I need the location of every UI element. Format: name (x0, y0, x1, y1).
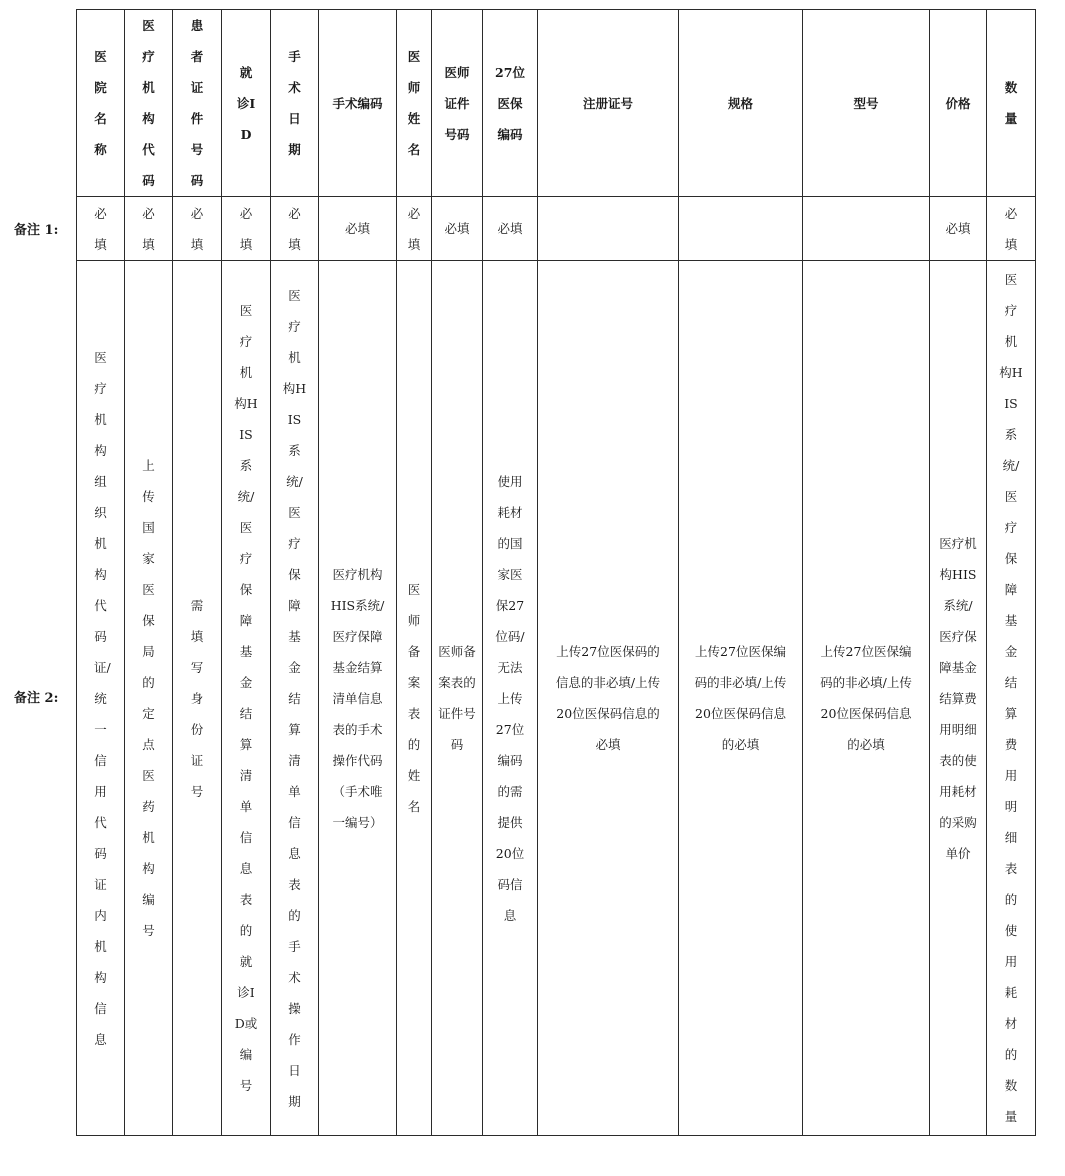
note1-quantity: 必填 (987, 197, 1036, 261)
header-spec: 规格 (679, 10, 803, 197)
header-reg-no: 注册证号 (538, 10, 679, 197)
note2-price: 医疗机构HIS系统/医疗保障基金结算费用明细表的使用耗材的采购单价 (930, 261, 987, 1136)
note1-surgery-code: 必填 (319, 197, 397, 261)
note2-surgery-code: 医疗机构HIS系统/医疗保障基金结算清单信息表的手术操作代码（手术唯一编号） (319, 261, 397, 1136)
note2-doctor-name: 医师备案表的姓名 (397, 261, 432, 1136)
header-surgery-date: 手术日期 (271, 10, 319, 197)
note2-patient-id: 需填写身份证号 (173, 261, 222, 1136)
note1-hospital-name: 必填 (77, 197, 125, 261)
header-insurance-code-27: 27位医保编码 (483, 10, 538, 197)
header-quantity: 数量 (987, 10, 1036, 197)
note2-row (77, 261, 1036, 1136)
header-doctor-id: 医师证件号码 (432, 10, 483, 197)
note1-surgery-date: 必填 (271, 197, 319, 261)
header-price: 价格 (930, 10, 987, 197)
header-surgery-code: 手术编码 (319, 10, 397, 197)
header-patient-id: 患者证件号码 (173, 10, 222, 197)
note2-label: 备注 2: (14, 691, 59, 706)
note1-label: 备注 1: (14, 223, 59, 238)
header-visit-id: 就诊ID (222, 10, 271, 197)
header-org-code: 医疗机构代码 (125, 10, 173, 197)
note1-row (77, 197, 1036, 261)
note1-spec (679, 197, 803, 261)
note2-model: 上传27位医保编码的非必填/上传20位医保码信息的必填 (803, 261, 930, 1136)
header-model: 型号 (803, 10, 930, 197)
header-hospital-name: 医院名称 (77, 10, 125, 197)
note1-doctor-id: 必填 (432, 197, 483, 261)
note2-org-code: 上传国家医保局的定点医药机构编号 (125, 261, 173, 1136)
note1-reg-no (538, 197, 679, 261)
note1-doctor-name: 必填 (397, 197, 432, 261)
note2-quantity: 医疗机构HIS系统/医疗保障基金结算费用明细表的使用耗材的数量 (987, 261, 1036, 1136)
note2-insurance-code-27: 使用耗材的国家医保27位码/无法上传27位编码的需提供20位码信息 (483, 261, 538, 1136)
note2-surgery-date: 医疗机构HIS系统/医疗保障基金结算清单信息表的手术操作日期 (271, 261, 319, 1136)
note2-visit-id: 医疗机构HIS系统/医疗保障基金结算清单信息表的就诊ID或编号 (222, 261, 271, 1136)
data-requirements-table (76, 9, 1036, 1136)
note1-patient-id: 必填 (173, 197, 222, 261)
note1-org-code: 必填 (125, 197, 173, 261)
note2-doctor-id: 医师备案表的证件号码 (432, 261, 483, 1136)
header-row (77, 10, 1036, 197)
note1-visit-id: 必填 (222, 197, 271, 261)
note2-reg-no: 上传27位医保码的信息的非必填/上传20位医保码信息的必填 (538, 261, 679, 1136)
note1-model (803, 197, 930, 261)
note2-spec: 上传27位医保编码的非必填/上传20位医保码信息的必填 (679, 261, 803, 1136)
header-doctor-name: 医师姓名 (397, 10, 432, 197)
note1-insurance-code-27: 必填 (483, 197, 538, 261)
note2-hospital-name: 医疗机构组织机构代码证/统一信用代码证内机构信息 (77, 261, 125, 1136)
note1-price: 必填 (930, 197, 987, 261)
